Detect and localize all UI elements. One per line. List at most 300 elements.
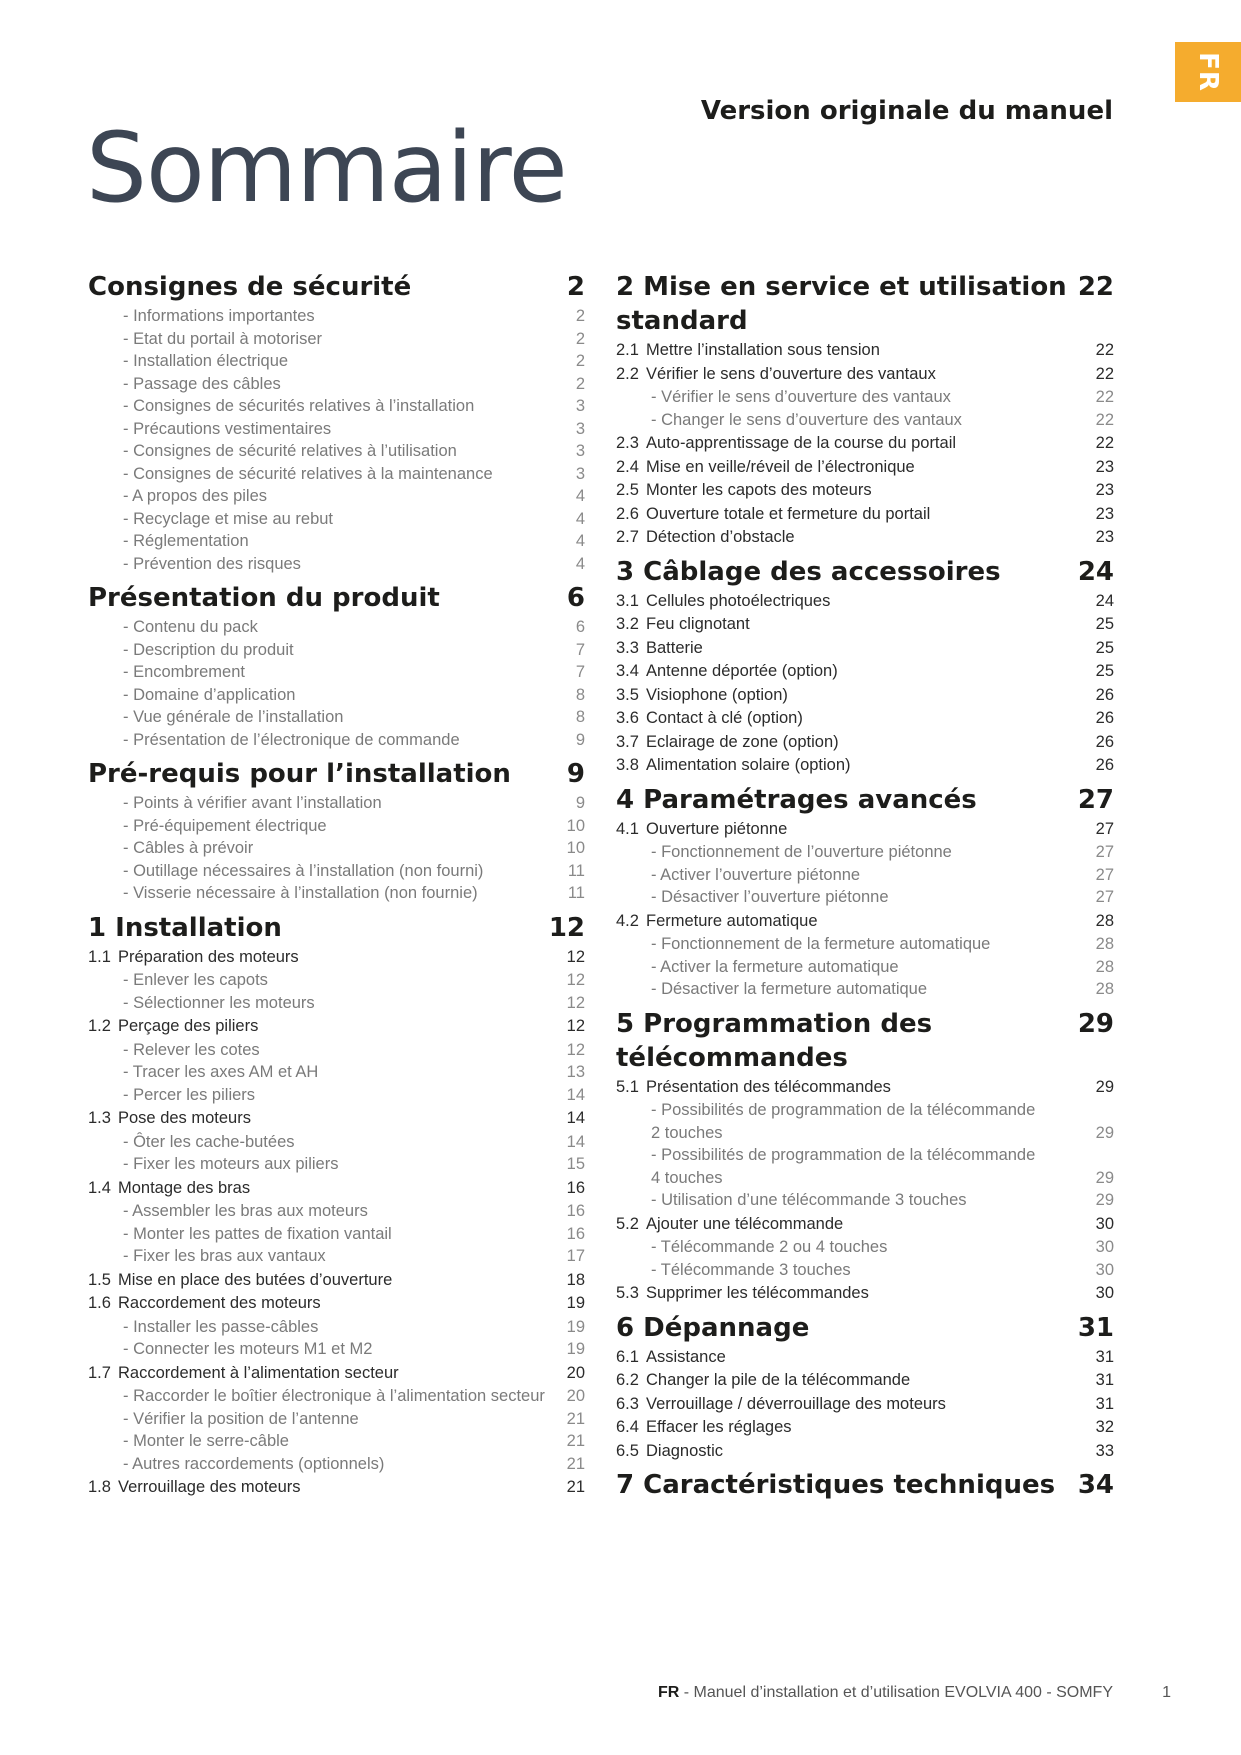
toc-entry-page: 19: [566, 1317, 585, 1336]
toc-entry-number: 3.5: [616, 685, 639, 704]
toc-entry-label: [88, 1223, 545, 1246]
toc-sub-entry[interactable]: [616, 886, 1114, 909]
toc-sub-entry[interactable]: [88, 815, 585, 838]
toc-section-page: 12: [548, 912, 585, 943]
toc-entry-text: Vérifier le sens d’ouverture des vantaux: [646, 364, 936, 383]
toc-section-page: 29: [1077, 1008, 1114, 1039]
toc-subsection-entry[interactable]: [616, 910, 1114, 933]
toc-entry-page: 14: [566, 1085, 585, 1104]
toc-entry-text: Détection d’obstacle: [646, 528, 795, 546]
toc-entry-number: 4.2: [616, 911, 639, 930]
toc-entry-label: [88, 1269, 545, 1292]
toc-subsection-entry[interactable]: [616, 339, 1114, 362]
toc-entry-page: 3: [575, 397, 585, 415]
toc-entry-page: 26: [1095, 756, 1114, 774]
toc-entry-page: 3: [575, 464, 585, 483]
toc-entry-text: - Possibilités de programmation de la télécommande: [651, 1101, 1036, 1119]
toc-sub-entry[interactable]: [88, 328, 585, 351]
toc-subsection-entry[interactable]: [616, 754, 1114, 777]
toc-entry-text: Verrouillage / déverrouillage des moteurs: [646, 1394, 946, 1413]
toc-sub-entry[interactable]: [88, 418, 585, 441]
toc-entry-number: 2.5: [616, 481, 639, 499]
toc-sub-entry[interactable]: [88, 530, 585, 553]
toc-subsection-entry[interactable]: [88, 1107, 585, 1130]
toc-sub-entry[interactable]: [88, 373, 585, 396]
toc-entry-number: 6.2: [616, 1371, 639, 1389]
toc-entry-label: [88, 1430, 545, 1453]
toc-sub-entry[interactable]: [88, 1223, 585, 1246]
toc-section-heading[interactable]: [88, 581, 585, 615]
toc-subsection-entry[interactable]: [616, 1213, 1114, 1236]
toc-section-title: Présentation du produit: [88, 583, 440, 613]
toc-sub-entry[interactable]: [88, 553, 585, 576]
toc-entry-label: [88, 508, 545, 531]
toc-entry-label: [616, 910, 1074, 933]
toc-sub-entry[interactable]: [88, 1200, 585, 1223]
toc-entry-text: - Vérifier la position de l’antenne: [123, 1409, 359, 1428]
toc-entry-page: 19: [566, 1294, 585, 1312]
toc-section-heading[interactable]: [616, 270, 1114, 338]
toc-entry-label: [88, 305, 545, 328]
toc-entry-page: 24: [1095, 591, 1114, 610]
toc-subsection-entry[interactable]: [616, 1416, 1114, 1439]
toc-subsection-entry[interactable]: [616, 1282, 1114, 1305]
toc-right-column: [616, 270, 1114, 1502]
toc-entry-number: 1.7: [88, 1363, 111, 1382]
toc-entry-text: 2 touches: [651, 1123, 723, 1142]
toc-entry-page: 2: [575, 307, 585, 325]
toc-entry-label: [616, 386, 1074, 409]
toc-entry-number: 6.5: [616, 1441, 639, 1460]
toc-sub-entry[interactable]: [616, 1236, 1114, 1259]
toc-entry-text: - Percer les piliers: [123, 1085, 256, 1104]
toc-entry-number: 5.2: [616, 1214, 639, 1233]
toc-entry-label: [616, 1416, 1074, 1439]
toc-entry-page: 4: [575, 509, 585, 528]
toc-sub-entry[interactable]: [88, 616, 585, 639]
toc-entry-page: 12: [566, 993, 585, 1012]
toc-sub-entry[interactable]: [88, 860, 585, 883]
toc-entry-label: [616, 1346, 1074, 1369]
toc-entry-page: 16: [566, 1202, 585, 1220]
toc-sub-entry[interactable]: [88, 463, 585, 486]
toc-subsection-entry[interactable]: [616, 479, 1114, 502]
toc-sub-entry[interactable]: [88, 837, 585, 860]
toc-entry-number: 2.7: [616, 528, 639, 546]
toc-entry-page: 16: [566, 1224, 585, 1243]
toc-entry-label: [88, 860, 545, 883]
toc-entry-label: [616, 731, 1074, 754]
toc-entry-number: 3.7: [616, 732, 639, 751]
toc-entry-label: [616, 1144, 1074, 1167]
toc-subsection-entry[interactable]: [88, 1269, 585, 1292]
toc-sub-entry[interactable]: [88, 1408, 585, 1431]
toc-section-title: 3 Câblage des accessoires: [616, 556, 1001, 587]
toc-sub-entry[interactable]: [616, 864, 1114, 887]
toc-subsection-entry[interactable]: [88, 1292, 585, 1315]
toc-entry-text: - Activer l’ouverture piétonne: [651, 865, 861, 884]
toc-entry-label: [616, 1259, 1074, 1282]
toc-subsection-entry[interactable]: [616, 731, 1114, 754]
toc-sub-entry[interactable]: [88, 792, 585, 815]
toc-entry-label: [88, 1200, 545, 1223]
toc-entry-label: [88, 639, 545, 662]
toc-entry-text: - Enlever les capots: [123, 971, 268, 989]
toc-entry-page: 22: [1095, 388, 1114, 406]
toc-entry-page: 25: [1095, 662, 1114, 680]
toc-entry-page: 13: [566, 1063, 585, 1081]
toc-subsection-entry[interactable]: [616, 526, 1114, 549]
toc-entry-label: [616, 503, 1074, 526]
toc-entry-page: 17: [566, 1247, 585, 1265]
toc-entry-page: 29: [1095, 1077, 1114, 1096]
toc-entry-text: - Monter les pattes de fixation vantail: [123, 1224, 392, 1243]
toc-entry-text: - Etat du portail à motoriser: [123, 329, 322, 348]
toc-subsection-entry[interactable]: [616, 818, 1114, 841]
toc-entry-text: - Autres raccordements (optionnels): [123, 1454, 385, 1473]
toc-sub-entry[interactable]: [616, 409, 1114, 432]
toc-sub-entry[interactable]: [616, 1122, 1114, 1145]
toc-subsection-entry[interactable]: [616, 363, 1114, 386]
toc-entry-text: Cellules photoélectriques: [646, 591, 831, 610]
toc-sub-entry[interactable]: [88, 350, 585, 373]
toc-entry-page: 4: [575, 487, 585, 505]
toc-section-heading[interactable]: [616, 1468, 1114, 1502]
toc-section-title: 7 Caractéristiques techniques: [616, 1470, 1056, 1500]
toc-entry-page: 33: [1095, 1441, 1114, 1460]
toc-entry-label: [88, 1408, 545, 1431]
page-title: Sommaire: [86, 112, 567, 224]
toc-entry-page: 26: [1095, 732, 1114, 751]
toc-entry-label: [616, 684, 1074, 707]
toc-sub-entry[interactable]: [616, 386, 1114, 409]
toc-entry-label: [616, 864, 1074, 887]
toc-entry-number: 1.3: [88, 1109, 111, 1127]
toc-sub-entry[interactable]: [88, 882, 585, 905]
toc-entry-text: - Présentation de l’électronique de commande: [123, 730, 460, 749]
toc-entry-text: Eclairage de zone (option): [646, 732, 839, 751]
toc-entry-text: - Désactiver l’ouverture piétonne: [651, 888, 889, 906]
toc-entry-label: [616, 933, 1074, 956]
toc-entry-page: 30: [1095, 1214, 1114, 1233]
toc-entry-page: 6: [575, 618, 585, 636]
toc-entry-label: [616, 1167, 1074, 1190]
toc-sub-entry[interactable]: [88, 1131, 585, 1154]
toc-entry-label: [88, 1362, 545, 1385]
toc-entry-label: [616, 590, 1074, 613]
toc-entry-page: 22: [1095, 364, 1114, 383]
toc-entry-number: 1.8: [88, 1478, 111, 1496]
toc-entry-text: - Ôter les cache-butées: [123, 1132, 295, 1151]
toc-subsection-entry[interactable]: [616, 590, 1114, 613]
toc-entry-page: 11: [567, 884, 585, 902]
toc-entry-text: Monter les capots des moteurs: [646, 481, 872, 499]
toc-sub-entry[interactable]: [88, 1084, 585, 1107]
toc-sub-entry[interactable]: [88, 1245, 585, 1268]
toc-sub-entry[interactable]: [88, 1453, 585, 1476]
toc-sub-entry[interactable]: [88, 508, 585, 531]
toc-sub-entry[interactable]: [88, 639, 585, 662]
toc-subsection-entry[interactable]: [616, 684, 1114, 707]
toc-sub-entry[interactable]: [88, 1385, 585, 1408]
toc-entry-label: [88, 1107, 545, 1130]
toc-subsection-entry[interactable]: [88, 1015, 585, 1038]
toc-entry-page: 8: [575, 685, 585, 704]
toc-entry-label: [616, 339, 1074, 362]
toc-entry-text: - Possibilités de programmation de la télécommande: [651, 1146, 1036, 1164]
toc-sub-entry[interactable]: [88, 661, 585, 684]
toc-entry-page: 27: [1095, 888, 1114, 906]
toc-entry-page: 26: [1095, 709, 1114, 727]
toc-entry-number: 3.6: [616, 709, 639, 727]
toc-entry-label: [88, 837, 545, 860]
toc-entry-page: 7: [575, 663, 585, 681]
toc-entry-label: [88, 1316, 545, 1339]
toc-entry-text: - Consignes de sécurité relatives à la maintenance: [123, 464, 493, 483]
toc-entry-text: - Changer le sens d’ouverture des vantaux: [651, 410, 962, 429]
toc-entry-text: - Réglementation: [123, 532, 249, 550]
toc-entry-text: - Raccorder le boîtier électronique à l’alimentation secteur: [123, 1387, 545, 1405]
toc-sub-entry[interactable]: [616, 1167, 1114, 1190]
toc-subsection-entry[interactable]: [88, 946, 585, 969]
toc-entry-text: - Précautions vestimentaires: [123, 419, 332, 438]
toc-entry-label: [616, 754, 1074, 777]
toc-entry-label: [616, 1369, 1074, 1392]
toc-entry-text: - Activer la fermeture automatique: [651, 957, 899, 976]
toc-entry-label: [616, 841, 1074, 864]
toc-entry-label: [616, 1440, 1074, 1463]
toc-entry-text: - Recyclage et mise au rebut: [123, 509, 334, 528]
toc-sub-entry[interactable]: [88, 1061, 585, 1084]
toc-entry-text: - Encombrement: [123, 663, 245, 681]
toc-section-page: 2: [566, 272, 585, 302]
toc-entry-page: 22: [1095, 410, 1114, 429]
toc-entry-page: 23: [1095, 528, 1114, 546]
toc-entry-text: Auto-apprentissage de la course du portail: [646, 434, 957, 452]
toc-entry-label: [616, 818, 1074, 841]
toc-entry-text: Raccordement à l’alimentation secteur: [118, 1363, 399, 1382]
toc-entry-page: 2: [575, 352, 585, 370]
toc-entry-page: 10: [566, 816, 585, 835]
toc-section-heading[interactable]: [88, 911, 585, 945]
toc-entry-label: [88, 328, 545, 351]
toc-entry-label: [616, 526, 1074, 549]
toc-entry-text: Mise en place des butées d’ouverture: [118, 1270, 393, 1289]
toc-entry-text: - Points à vérifier avant l’installation: [123, 794, 382, 812]
toc-subsection-entry[interactable]: [616, 1393, 1114, 1416]
toc-entry-page: 22: [1095, 341, 1114, 359]
toc-entry-label: [616, 1122, 1074, 1145]
toc-entry-label: [88, 684, 545, 707]
toc-sub-entry[interactable]: [88, 1338, 585, 1361]
toc-section-title: Consignes de sécurité: [88, 272, 412, 302]
toc-entry-page: 23: [1095, 481, 1114, 499]
toc-sub-entry[interactable]: [88, 1316, 585, 1339]
toc-entry-number: 5.1: [616, 1077, 639, 1096]
toc-entry-text: Changer la pile de la télécommande: [646, 1371, 911, 1389]
footer-page-number: 1: [1162, 1684, 1171, 1701]
toc-sub-entry[interactable]: [88, 992, 585, 1015]
toc-sub-entry[interactable]: [616, 1259, 1114, 1282]
toc-entry-page: 25: [1095, 615, 1114, 633]
toc-sub-entry[interactable]: [88, 440, 585, 463]
toc-entry-label: [616, 1189, 1074, 1212]
toc-entry-text: Ajouter une télécommande: [646, 1214, 844, 1233]
toc-subsection-entry[interactable]: [88, 1177, 585, 1200]
toc-entry-label: [616, 978, 1074, 1001]
toc-entry-page: 29: [1095, 1123, 1114, 1142]
toc-entry-page: 20: [566, 1387, 585, 1405]
toc-entry-page: 15: [566, 1155, 585, 1173]
toc-entry-page: 16: [566, 1178, 585, 1197]
toc-sub-entry[interactable]: [616, 933, 1114, 956]
toc-sub-entry[interactable]: [616, 1144, 1114, 1167]
toc-entry-page: 2: [575, 374, 585, 393]
toc-section-heading[interactable]: [616, 1311, 1114, 1345]
toc-section-heading[interactable]: [88, 270, 585, 304]
toc-subsection-entry[interactable]: [616, 660, 1114, 683]
toc-section-heading[interactable]: [616, 783, 1114, 817]
toc-sub-entry[interactable]: [88, 729, 585, 752]
toc-entry-page: 28: [1095, 957, 1114, 976]
toc-subsection-entry[interactable]: [616, 432, 1114, 455]
toc-entry-label: [88, 418, 545, 441]
toc-sub-entry[interactable]: [616, 978, 1114, 1001]
toc-entry-page: 4: [575, 532, 585, 550]
toc-section-title: 1 Installation: [88, 912, 282, 943]
toc-entry-label: [88, 992, 545, 1015]
toc-subsection-entry[interactable]: [616, 637, 1114, 660]
toc-section-title: 4 Paramétrages avancés: [616, 784, 977, 815]
toc-entry-page: 27: [1095, 843, 1114, 861]
toc-sub-entry[interactable]: [88, 485, 585, 508]
toc-entry-page: 19: [566, 1340, 585, 1358]
toc-sub-entry[interactable]: [88, 1430, 585, 1453]
toc-sub-entry[interactable]: [616, 1189, 1114, 1212]
toc-section-heading[interactable]: [616, 1007, 1114, 1075]
toc-entry-label: [616, 1236, 1074, 1259]
toc-sub-entry[interactable]: [88, 395, 585, 418]
toc-subsection-entry[interactable]: [88, 1476, 585, 1499]
toc-entry-page: 26: [1095, 685, 1114, 704]
toc-sub-entry[interactable]: [616, 841, 1114, 864]
toc-entry-text: - Relever les cotes: [123, 1040, 260, 1059]
toc-sub-entry[interactable]: [616, 956, 1114, 979]
toc-entry-text: - Tracer les axes AM et AH: [123, 1063, 319, 1081]
toc-entry-page: 20: [566, 1363, 585, 1382]
toc-entry-text: Verrouillage des moteurs: [118, 1478, 301, 1496]
toc-entry-text: - Visserie nécessaire à l’installation (non fournie): [123, 884, 478, 902]
toc-section-page: 34: [1077, 1470, 1114, 1500]
toc-entry-text: - Assembler les bras aux moteurs: [123, 1202, 368, 1220]
toc-subsection-entry[interactable]: [616, 707, 1114, 730]
toc-section-title: Pré-requis pour l’installation: [88, 759, 511, 789]
toc-entry-text: Visiophone (option): [646, 685, 788, 704]
toc-entry-text: - Télécommande 3 touches: [651, 1260, 851, 1279]
toc-entry-number: 5.3: [616, 1284, 639, 1302]
toc-subsection-entry[interactable]: [616, 613, 1114, 636]
toc-entry-label: [88, 1061, 545, 1084]
toc-subsection-entry[interactable]: [616, 456, 1114, 479]
toc-section-title: 5 Programmation des télécommandes: [616, 1008, 933, 1073]
toc-entry-text: - Connecter les moteurs M1 et M2: [123, 1340, 373, 1358]
toc-entry-page: 12: [566, 947, 585, 966]
toc-entry-text: - Passage des câbles: [123, 374, 281, 393]
toc-sub-entry[interactable]: [616, 1099, 1114, 1122]
toc-entry-page: 12: [566, 971, 585, 989]
toc-entry-text: - Contenu du pack: [123, 618, 258, 636]
toc-entry-label: [616, 956, 1074, 979]
toc-entry-page: 21: [566, 1454, 585, 1473]
toc-entry-number: 1.5: [88, 1270, 111, 1289]
toc-entry-text: Préparation des moteurs: [118, 947, 299, 966]
toc-entry-label: [88, 1084, 545, 1107]
toc-sub-entry[interactable]: [88, 706, 585, 729]
toc-subsection-entry[interactable]: [88, 1362, 585, 1385]
toc-entry-page: 29: [1095, 1191, 1114, 1209]
toc-entry-label: [616, 409, 1074, 432]
toc-sub-entry[interactable]: [88, 969, 585, 992]
toc-sub-entry[interactable]: [88, 684, 585, 707]
toc-entry-label: [88, 485, 545, 508]
toc-entry-text: - Fonctionnement de la fermeture automatique: [651, 935, 991, 953]
toc-entry-label: [88, 1476, 545, 1499]
toc-entry-text: - Télécommande 2 ou 4 touches: [651, 1238, 888, 1256]
toc-subsection-entry[interactable]: [616, 1440, 1114, 1463]
toc-entry-page: 29: [1095, 1168, 1114, 1187]
toc-entry-page: 31: [1095, 1371, 1114, 1389]
toc-entry-number: 6.1: [616, 1347, 639, 1366]
toc-entry-label: [88, 1453, 545, 1476]
toc-section-heading[interactable]: [88, 757, 585, 791]
toc-entry-text: - Monter le serre-câble: [123, 1432, 289, 1450]
toc-sub-entry[interactable]: [88, 1039, 585, 1062]
toc-entry-page: 23: [1095, 457, 1114, 476]
toc-entry-page: 21: [566, 1432, 585, 1450]
toc-entry-label: [88, 1338, 545, 1361]
toc-sub-entry[interactable]: [88, 305, 585, 328]
toc-entry-page: 9: [575, 794, 585, 812]
toc-entry-label: [88, 661, 545, 684]
toc-section-page: 31: [1077, 1312, 1114, 1343]
toc-entry-text: Raccordement des moteurs: [118, 1294, 321, 1312]
toc-entry-label: [88, 882, 545, 905]
toc-subsection-entry[interactable]: [616, 1369, 1114, 1392]
toc-entry-number: 3.3: [616, 638, 639, 657]
toc-entry-label: [88, 1153, 545, 1176]
toc-entry-text: Supprimer les télécommandes: [646, 1284, 869, 1302]
toc-entry-label: [616, 1393, 1074, 1416]
toc-section-heading[interactable]: [616, 555, 1114, 589]
toc-entry-text: - Informations importantes: [123, 307, 315, 325]
manual-version-title: Version originale du manuel: [700, 96, 1113, 126]
toc-entry-label: [88, 792, 545, 815]
toc-entry-label: [88, 706, 545, 729]
toc-entry-page: 28: [1095, 935, 1114, 953]
toc-sub-entry[interactable]: [88, 1153, 585, 1176]
toc-subsection-entry[interactable]: [616, 1076, 1114, 1099]
toc-entry-label: [616, 1076, 1074, 1099]
toc-entry-label: [616, 660, 1074, 683]
toc-entry-page: 4: [575, 554, 585, 573]
toc-subsection-entry[interactable]: [616, 1346, 1114, 1369]
toc-section-page: 9: [566, 759, 585, 789]
toc-entry-number: 3.4: [616, 662, 639, 680]
toc-entry-page: 11: [567, 861, 585, 880]
toc-entry-page: 18: [566, 1270, 585, 1289]
toc-subsection-entry[interactable]: [616, 503, 1114, 526]
toc-entry-label: [616, 886, 1074, 909]
